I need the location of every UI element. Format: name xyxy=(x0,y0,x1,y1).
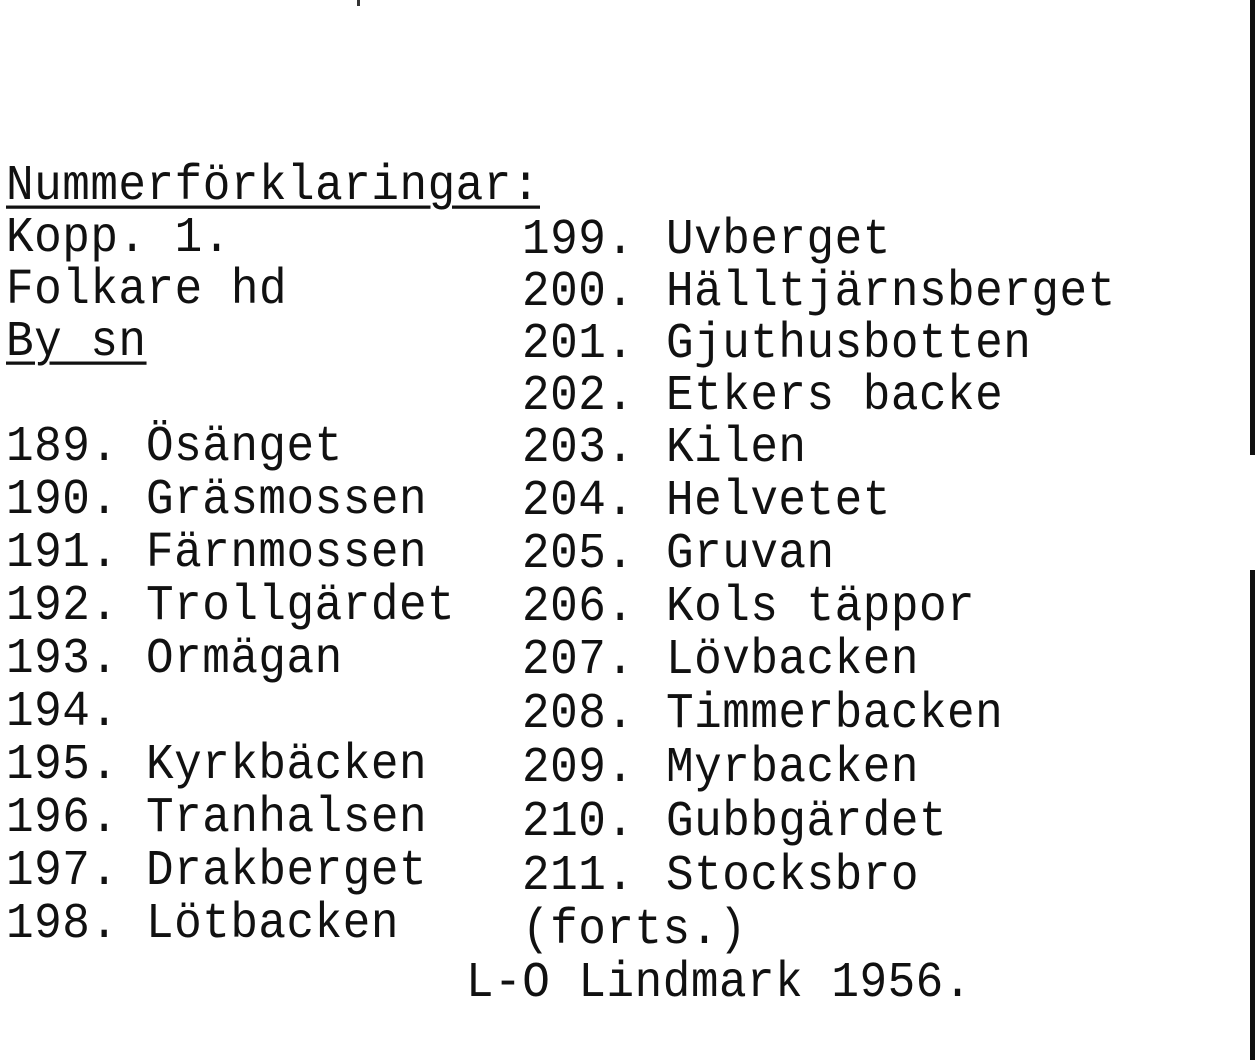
card-parish: By sn xyxy=(6,314,147,371)
entry-number: 190. xyxy=(6,472,119,529)
entry-number: 193. xyxy=(6,631,119,688)
list-item xyxy=(6,684,146,740)
entry-name: Lövbacken xyxy=(666,632,919,689)
entry-name: Lötbacken xyxy=(146,896,399,953)
list-item xyxy=(6,472,427,528)
entry-number: 198. xyxy=(6,896,119,953)
list-item xyxy=(522,264,1116,320)
entry-name: Kols täppor xyxy=(666,579,976,636)
entry-number: 191. xyxy=(6,525,119,582)
entry-name: Gubbgärdet xyxy=(666,794,948,851)
list-item xyxy=(6,525,427,581)
entry-name: Kilen xyxy=(666,420,807,477)
entry-name: Ormägan xyxy=(146,631,343,688)
list-item xyxy=(522,848,919,904)
entry-number: 194. xyxy=(6,684,119,741)
entry-number: 189. xyxy=(6,419,119,476)
entry-name: Myrbacken xyxy=(666,740,919,797)
entry-number: 195. xyxy=(6,737,119,794)
entry-number: 202. xyxy=(522,368,635,425)
list-item xyxy=(522,632,919,688)
entry-name: Etkers backe xyxy=(666,368,1004,425)
entry-name: Tranhalsen xyxy=(146,790,428,847)
entry-number: 197. xyxy=(6,843,119,900)
entry-name: Drakberget xyxy=(146,843,428,900)
list-item xyxy=(522,579,975,635)
entry-name: Färnmossen xyxy=(146,525,428,582)
entry-number: 206. xyxy=(522,579,635,636)
ink-speck xyxy=(357,0,360,6)
entry-name: Hälltjärnsberget xyxy=(666,264,1116,321)
card-district: Folkare hd xyxy=(6,262,288,319)
list-item xyxy=(522,794,947,850)
card-edge-upper xyxy=(1250,0,1255,455)
entry-number: 199. xyxy=(522,212,635,269)
entry-number: 205. xyxy=(522,526,635,583)
list-item xyxy=(522,212,891,268)
entry-name: Kyrkbäcken xyxy=(146,737,428,794)
list-item xyxy=(6,843,427,899)
entry-name: Uvberget xyxy=(666,212,891,269)
continued-note: (forts.) xyxy=(522,902,747,959)
entry-number: 201. xyxy=(522,316,635,373)
list-item xyxy=(6,896,399,952)
list-item xyxy=(522,473,891,529)
list-item xyxy=(6,631,343,687)
list-item xyxy=(6,790,427,846)
entry-name: Gjuthusbotten xyxy=(666,316,1032,373)
entry-number: 208. xyxy=(522,686,635,743)
entry-number: 210. xyxy=(522,794,635,851)
entry-name: Timmerbacken xyxy=(666,686,1004,743)
list-item xyxy=(6,578,455,634)
card-title: Nummerförklaringar: xyxy=(6,158,540,215)
entry-number: 211. xyxy=(522,848,635,905)
card-edge-lower xyxy=(1250,570,1255,1060)
list-item xyxy=(522,316,1031,372)
list-item xyxy=(6,737,427,793)
list-item xyxy=(522,686,1003,742)
entry-name: Trollgärdet xyxy=(146,578,456,635)
list-item xyxy=(522,420,807,476)
card-reference: Kopp. 1. xyxy=(6,210,231,267)
entry-name: Gruvan xyxy=(666,526,835,583)
entry-name: Gräsmossen xyxy=(146,472,428,529)
entry-name: Helvetet xyxy=(666,473,891,530)
entry-name: Stocksbro xyxy=(666,848,919,905)
list-item xyxy=(522,740,919,796)
entry-number: 196. xyxy=(6,790,119,847)
author-signature: L-O Lindmark 1956. xyxy=(466,955,972,1012)
entry-number: 207. xyxy=(522,632,635,689)
list-item xyxy=(522,526,835,582)
entry-number: 204. xyxy=(522,473,635,530)
entry-number: 203. xyxy=(522,420,635,477)
entry-number: 192. xyxy=(6,578,119,635)
entry-number: 200. xyxy=(522,264,635,321)
list-item xyxy=(6,419,343,475)
entry-number: 209. xyxy=(522,740,635,797)
entry-name: Ösänget xyxy=(146,419,343,476)
list-item xyxy=(522,368,1003,424)
